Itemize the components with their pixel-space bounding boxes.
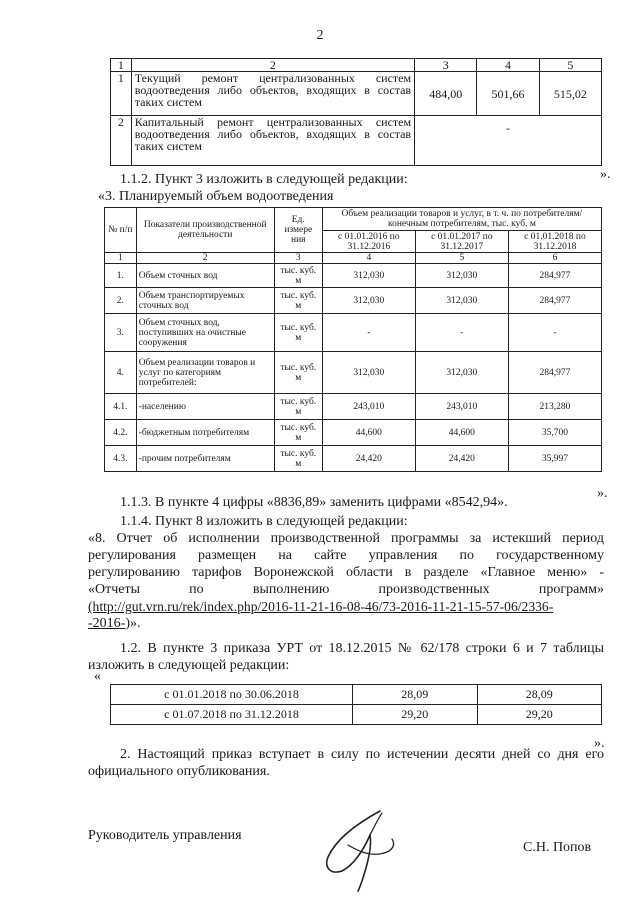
row-indicator: Объем сточных вод xyxy=(136,264,274,288)
report-link[interactable]: (http://gut.vrn.ru/rek/index.php/2016-11-21-16-08-46/73-2016-11-21-15-57-06/2336- xyxy=(88,599,554,614)
table-header-cell: 2 xyxy=(131,59,414,72)
final-clause-line: официального опубликования. xyxy=(88,764,270,779)
header-volume: Объем реализации товаров и услуг, в т. ч. по потребителям/ конечным потребителям, тыс. куб. м xyxy=(322,208,601,231)
value-cell: 284,977 xyxy=(508,264,601,288)
row-number: 2. xyxy=(105,288,137,314)
value-cell: 35,700 xyxy=(508,420,601,446)
value-cell: 44,600 xyxy=(322,420,415,446)
item-1-1-2: 1.1.2. Пункт 3 изложить в следующей редакции: xyxy=(120,172,408,187)
header-unit: Ед. измере ния xyxy=(274,208,322,253)
header-period-2017: с 01.01.2017 по 31.12.2017 xyxy=(415,231,508,253)
closing-quote: ». xyxy=(597,486,608,501)
table-header-cell: 5 xyxy=(539,59,601,72)
value-cell: 28,09 xyxy=(353,685,478,705)
paragraph-8-line: «8. Отчет об исполнении производственной программы за истекший период xyxy=(88,531,604,546)
header-period-2018: с 01.01.2018 по 31.12.2018 xyxy=(508,231,601,253)
row-indicator: Объем реализации товаров и услуг по категориям потребителей: xyxy=(136,352,274,394)
value-cell: 312,030 xyxy=(322,352,415,394)
row-indicator: Объем транспортируемых сточных вод xyxy=(136,288,274,314)
table-header-cell: 3 xyxy=(415,59,477,72)
row-number: 3. xyxy=(105,314,137,352)
row-unit: тыс. куб. м xyxy=(274,314,322,352)
opening-quote: « xyxy=(94,669,101,684)
item-1-2-line: изложить в следующей редакции: xyxy=(88,658,290,673)
row-indicator: -прочим потребителям xyxy=(136,446,274,472)
row-number: 4.1. xyxy=(105,394,137,420)
row-unit: тыс. куб. м xyxy=(274,352,322,394)
header-indicator: Показатели производственной деятельности xyxy=(136,208,274,253)
value-cell: 243,010 xyxy=(322,394,415,420)
row-unit: тыс. куб. м xyxy=(274,420,322,446)
column-number: 5 xyxy=(415,253,508,264)
item-1-1-4: 1.1.4. Пункт 8 изложить в следующей редакции: xyxy=(120,514,408,529)
row-indicator: -бюджетным потребителям xyxy=(136,420,274,446)
value-cell: - xyxy=(415,314,508,352)
section-title: «3. Планируемый объем водоотведения xyxy=(98,189,334,204)
row-unit: тыс. куб. м xyxy=(274,394,322,420)
row-indicator: -населению xyxy=(136,394,274,420)
value-cell: 284,977 xyxy=(508,352,601,394)
value-cell: 284,977 xyxy=(508,288,601,314)
closing-quote: ». xyxy=(594,736,605,751)
repair-costs-table xyxy=(110,58,602,166)
table-row xyxy=(105,420,602,446)
value-cell: 312,030 xyxy=(415,352,508,394)
row-unit: тыс. куб. м xyxy=(274,264,322,288)
value-cell: 312,030 xyxy=(415,288,508,314)
row-indicator: Объем сточных вод, поступивших на очистные сооружения xyxy=(136,314,274,352)
signature-title: Руководитель управления xyxy=(88,828,242,843)
table-row xyxy=(105,288,602,314)
period-cell: с 01.07.2018 по 31.12.2018 xyxy=(111,705,353,725)
column-number: 4 xyxy=(322,253,415,264)
item-1-2-line: 1.2. В пункте 3 приказа УРТ от 18.12.2015 № 62/178 строки 6 и 7 таблицы xyxy=(120,641,604,656)
column-number: 6 xyxy=(508,253,601,264)
table-row xyxy=(105,314,602,352)
table-row xyxy=(111,116,602,166)
row-number: 1. xyxy=(105,264,137,288)
value-cell: 213,280 xyxy=(508,394,601,420)
closing-quote: ». xyxy=(600,167,611,182)
period-cell: с 01.01.2018 по 30.06.2018 xyxy=(111,685,353,705)
value-cell: 24,420 xyxy=(322,446,415,472)
table-row xyxy=(111,72,602,116)
tariff-rows-table xyxy=(110,684,602,725)
report-link-continued[interactable]: -2016- xyxy=(88,616,126,631)
table-row xyxy=(105,394,602,420)
row-text: Текущий ремонт централизованных систем водоотведения либо объектов, входящих в состав таких систем xyxy=(131,72,414,116)
row-number: 4.3. xyxy=(105,446,137,472)
row-number: 1 xyxy=(111,72,132,116)
paragraph-8-line: регулирования размещен на сайте управления по государственному xyxy=(88,548,604,563)
column-number: 2 xyxy=(136,253,274,264)
row-number: 4. xyxy=(105,352,137,394)
value-cell: 312,030 xyxy=(322,288,415,314)
value-cell: 501,66 xyxy=(477,72,539,116)
value-cell: 24,420 xyxy=(415,446,508,472)
row-number: 2 xyxy=(111,116,132,166)
paragraph-8-end: )». xyxy=(125,616,141,631)
value-cell: 44,600 xyxy=(415,420,508,446)
header-period-2016: с 01.01.2016 по 31.12.2016 xyxy=(322,231,415,253)
table-header-cell: 4 xyxy=(477,59,539,72)
value-cell: 312,030 xyxy=(322,264,415,288)
paragraph-8-line: «Отчеты по выполнению производственных программ» xyxy=(88,582,604,597)
table-header-cell: 1 xyxy=(111,59,132,72)
value-cell: 29,20 xyxy=(477,705,602,725)
row-unit: тыс. куб. м xyxy=(274,446,322,472)
handwritten-signature xyxy=(318,805,408,895)
value-cell: - xyxy=(508,314,601,352)
row-unit: тыс. куб. м xyxy=(274,288,322,314)
value-cell: - xyxy=(322,314,415,352)
value-cell: 28,09 xyxy=(477,685,602,705)
row-number: 4.2. xyxy=(105,420,137,446)
table-row xyxy=(105,446,602,472)
table-row xyxy=(111,705,602,725)
column-number: 1 xyxy=(105,253,137,264)
value-cell: 29,20 xyxy=(353,705,478,725)
table-row xyxy=(111,685,602,705)
row-text: Капитальный ремонт централизованных систем водоотведения либо объектов, входящих в состав таких систем xyxy=(131,116,414,166)
table-row xyxy=(105,264,602,288)
page-number: 2 xyxy=(316,28,324,43)
column-number: 3 xyxy=(274,253,322,264)
table-row xyxy=(105,352,602,394)
value-cell: 312,030 xyxy=(415,264,508,288)
value-cell: 484,00 xyxy=(415,72,477,116)
header-number: № п/п xyxy=(105,208,137,253)
value-cell: - xyxy=(415,116,602,166)
signatory-name: С.Н. Попов xyxy=(523,840,592,855)
item-1-1-3: 1.1.3. В пункте 4 цифры «8836,89» заменить цифрами «8542,94». xyxy=(120,495,508,510)
final-clause-line: 2. Настоящий приказ вступает в силу по истечении десяти дней со дня его xyxy=(120,747,604,762)
paragraph-8-line: регулированию тарифов Воронежской области в разделе «Главное меню» - xyxy=(88,565,604,580)
value-cell: 243,010 xyxy=(415,394,508,420)
value-cell: 515,02 xyxy=(539,72,601,116)
value-cell: 35,997 xyxy=(508,446,601,472)
wastewater-volume-table xyxy=(104,207,602,472)
